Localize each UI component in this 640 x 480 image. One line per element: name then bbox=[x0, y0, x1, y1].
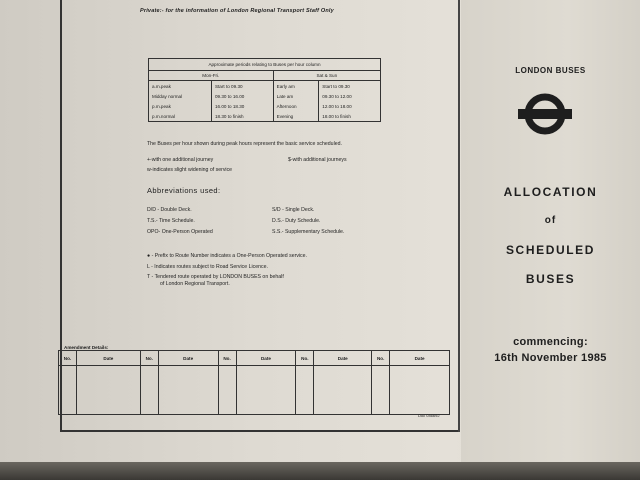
cell bbox=[236, 366, 296, 415]
col-date: Date bbox=[390, 351, 450, 366]
cell: p.m.peak bbox=[149, 101, 212, 111]
cell: 12.00 to 18.00 bbox=[319, 101, 381, 111]
legend-licence: L - Indicates routes subject to Road Service Licence. bbox=[147, 264, 268, 270]
cell bbox=[218, 366, 236, 415]
private-note: Private:- for the information of London Regional Transport Staff Only bbox=[140, 8, 334, 14]
cell bbox=[59, 366, 77, 415]
col-date: Date bbox=[236, 351, 296, 366]
cell: Afternoon bbox=[273, 101, 319, 111]
abbr-ds: D.S.- Duty Schedule. bbox=[272, 218, 321, 224]
table-row bbox=[149, 81, 381, 92]
commencing-date: 16th November 1985 bbox=[494, 352, 607, 364]
abbr-sd: S/D - Single Deck. bbox=[272, 207, 315, 213]
periods-caption: Approximate periods relating to Buses per hour column bbox=[149, 59, 381, 71]
col-no: No. bbox=[140, 351, 158, 366]
col-no: No. bbox=[59, 351, 77, 366]
cover-title-allocation: ALLOCATION bbox=[503, 185, 598, 199]
col-date: Date bbox=[314, 351, 372, 366]
col-no: No. bbox=[218, 351, 236, 366]
abbr-ts: T.S.- Time Schedule. bbox=[147, 218, 195, 224]
cell: 09.30 to 12.00 bbox=[319, 91, 381, 101]
w-note: w-indicates slight widening of service bbox=[147, 167, 233, 173]
cell: Late am bbox=[273, 91, 319, 101]
abbr-ss: S.S.- Supplementary Schedule. bbox=[272, 229, 345, 235]
peak-note: The Buses per hour shown during peak hours represent the basic service scheduled. bbox=[147, 141, 342, 147]
abbr-dd: D/D - Double Deck. bbox=[147, 207, 192, 213]
cover-title-of: of bbox=[544, 215, 557, 226]
table-row bbox=[149, 91, 381, 101]
cell bbox=[158, 366, 218, 415]
cell: Start to 09.30 bbox=[211, 81, 273, 92]
cell: 18.30 to finish bbox=[211, 111, 273, 122]
group-sat-sun: Sat & Sun bbox=[273, 71, 380, 81]
cell: Midday normal bbox=[149, 91, 212, 101]
table-row bbox=[149, 111, 381, 122]
cell: p.m.normal bbox=[149, 111, 212, 122]
col-no: No. bbox=[372, 351, 390, 366]
periods-table bbox=[148, 58, 381, 122]
table-edge bbox=[0, 462, 640, 480]
cell bbox=[390, 366, 450, 415]
brand-name: LONDON BUSES bbox=[515, 66, 586, 75]
cell: 16.00 to 18.30 bbox=[211, 101, 273, 111]
abbreviations-title: Abbreviations used: bbox=[147, 186, 221, 195]
cell bbox=[372, 366, 390, 415]
legend-opo: ● - Prefix to Route Number indicates a One-Person Operated service. bbox=[147, 253, 307, 259]
plus-note: +-with one additional journey bbox=[147, 157, 214, 163]
abbr-opo: OPO- One-Person Operated bbox=[147, 229, 213, 235]
col-date: Date bbox=[158, 351, 218, 366]
cell: Early am bbox=[273, 81, 319, 92]
table-row bbox=[59, 366, 450, 415]
group-mon-fri: Mon-Fri. bbox=[149, 71, 274, 81]
table-row bbox=[149, 101, 381, 111]
cell: a.m.peak bbox=[149, 81, 212, 92]
cell bbox=[140, 366, 158, 415]
cover-title-buses: BUSES bbox=[525, 272, 576, 286]
cell bbox=[314, 366, 372, 415]
col-date: Date bbox=[76, 351, 140, 366]
col-no: No. bbox=[296, 351, 314, 366]
cell bbox=[296, 366, 314, 415]
cover-title-scheduled: SCHEDULED bbox=[505, 243, 596, 257]
fold-line bbox=[458, 0, 460, 432]
commencing-label: commencing: bbox=[513, 336, 588, 348]
dollar-note: $-with additional journeys bbox=[288, 157, 347, 163]
roundel-icon bbox=[517, 92, 573, 136]
doc-reference: Doc 046692 bbox=[418, 413, 440, 418]
legend-tendered-cont: of London Regional Transport. bbox=[160, 281, 230, 287]
legend-tendered: T - Tendered route operated by LONDON BUSES on behalf bbox=[147, 274, 284, 280]
amendment-label: Amendment Details: bbox=[64, 345, 109, 350]
cell bbox=[76, 366, 140, 415]
cell: 09.30 to 16.00 bbox=[211, 91, 273, 101]
cell: Evening bbox=[273, 111, 319, 122]
cell: 18.00 to finish bbox=[319, 111, 381, 122]
amendment-table bbox=[58, 350, 450, 415]
cell: Start to 09.30 bbox=[319, 81, 381, 92]
